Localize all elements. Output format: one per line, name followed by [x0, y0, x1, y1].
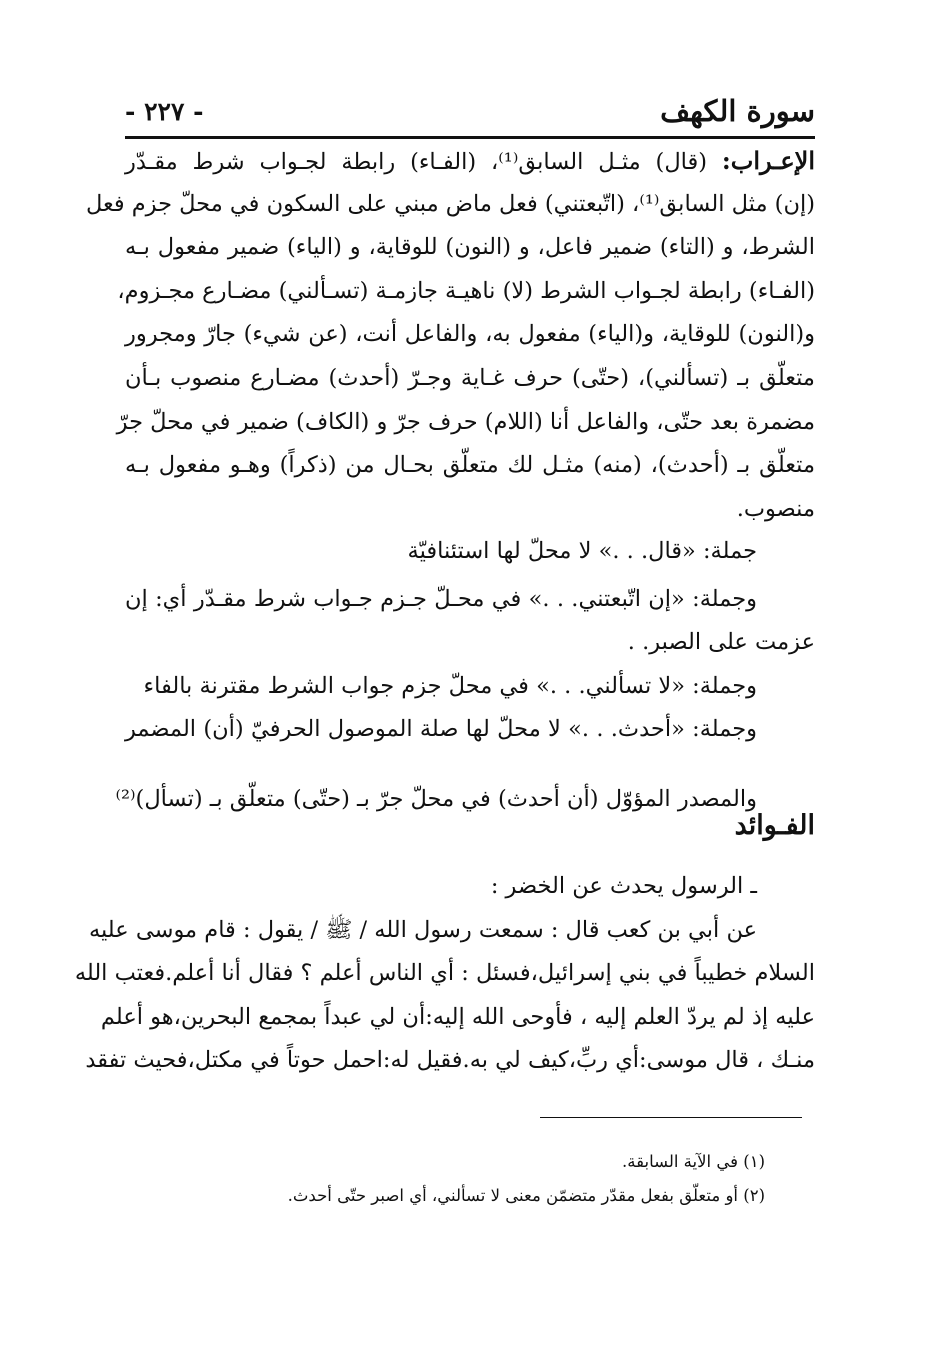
sentence-line: وجملة: «لا تسألني. . .» في محلّ جزم جواب الشرط مقترنة بالفاء [143, 672, 757, 699]
irab-line: (الفـاء) رابطة لجـواب الشرط (لا) ناهيـة جازمـة (تسـألني) مضـارع مجـزوم، [117, 277, 815, 304]
fawaid-line: عن أبي بن كعب قال : سمعت رسول الله / ﷺ / يقول : قام موسى عليه [88, 916, 757, 943]
fawaid-heading: الفـوائد [734, 810, 815, 841]
irab-line: منصوب. [736, 495, 815, 522]
irab-line: متعلّق بـ (أحدث)، (منه) مثـل لك متعلّق بحـال من (ذكراً) وهـو مفعول بـه [125, 452, 815, 479]
sentence-line: وجملة: «إن اتّبعتني. . .» في محـلّ جـزم جـواب شرط مقـدّر أي: إن [125, 585, 757, 612]
footnote: (٢) أو متعلّق بفعل مقدّر متضمّن معنى لا تسألني، أي اصبر حتّى أحدث. [287, 1186, 765, 1205]
sentence-line: والمصدر المؤوّل (أن أحدث) في محلّ جرّ بـ (حتّى) متعلّق بـ (تسأل)⁽²⁾ [115, 785, 757, 812]
irab-label: الإعـراب: [721, 146, 815, 175]
sentence-line: عزمت على الصبر. . [627, 629, 815, 656]
footnotes [125, 1145, 815, 1213]
fawaid-line: عليه إذ لم يردّ العلم إليه ، فأوحى الله إليه:أن لي عبداً بمجمع البحرين،هو أعلم [100, 1003, 815, 1030]
irab-line: مضمرة بعد حتّى، والفاعل أنا (اللام) حرف جرّ و (الكاف) ضمير في محلّ جرّ [116, 408, 815, 435]
irab-paragraph [85, 139, 815, 531]
fawaid-paragraph [74, 865, 815, 1083]
footnote: (١) في الآية السابقة. [622, 1152, 765, 1171]
irab-line: و(النون) للوقاية، و(الياء) مفعول به، والفاعل أنت، (عن شيء) جارّ ومجرور [125, 321, 815, 348]
chapter-title: سورة الكهف [660, 94, 815, 128]
irab-line: الشرط، و (التاء) ضمير فاعل، و (النون) للوقاية، و (الياء) ضمير مفعول بـه [125, 234, 815, 261]
fawaid-line: السلام خطيباً في بني إسرائيل،فسئل : أي الناس أعلم ؟ فقال أنا أعلم.فعتب الله [74, 960, 815, 987]
irab-line: (إن) مثل السابق⁽¹⁾، (اتّبعتني) فعل ماض مبني على السكون في محلّ جزم فعل [85, 190, 815, 217]
page-header [125, 86, 815, 136]
sentence-line: جملة: «قال. . .» لا محلّ لها استئنافيّة [407, 538, 757, 564]
sentence-line: وجملة: «أحدث. . .» لا محلّ لها صلة الموصول الحرفيّ (أن) المضمر [125, 716, 757, 743]
page-number: - ٢٢٧ - [125, 96, 204, 126]
footnote-separator [540, 1117, 802, 1118]
irab-line: الإعـراب: (قال) مثـل السابق⁽¹⁾، (الفـاء) رابطة لجـواب شرط مقـدّر [125, 146, 815, 175]
irab-line: متعلّق بـ (تسألني)، (حتّى) حرف غـاية وجـرّ (أحدث) مضـارع منصوب بـأن [125, 364, 815, 391]
sentences-block [115, 530, 815, 822]
fawaid-line: منـك ، قال موسى:أي ربِّ،كيف لي به.فقيل له:احمل حوتاً في مكتل،فحيث تفقد [85, 1047, 815, 1074]
fawaid-subheading: ـ الرسول يحدث عن الخضر : [490, 873, 757, 899]
